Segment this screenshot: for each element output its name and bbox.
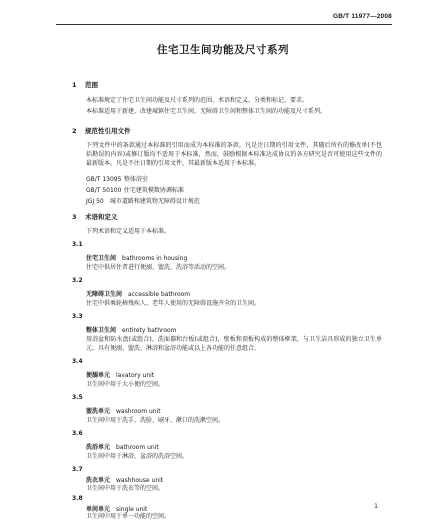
section-2-heading bbox=[72, 126, 131, 135]
term-definition: 卫生间中用于洗手、洗脸、刷牙、漱口的洗漱空间。 bbox=[86, 417, 225, 424]
term-number: 3.1 bbox=[72, 241, 83, 248]
reference-code: GB/T 13095 bbox=[86, 176, 122, 183]
term-definition: 卫生间中用于大小便的空间。 bbox=[86, 381, 165, 388]
term-number: 3.6 bbox=[72, 430, 83, 437]
section-number: 1 bbox=[72, 81, 77, 89]
term-english: entirety bathroom bbox=[122, 327, 177, 334]
term-english: bathroom unit bbox=[116, 444, 159, 451]
reference-item bbox=[86, 196, 200, 205]
term-chinese: 住宅卫生间 bbox=[86, 255, 117, 262]
term-heading bbox=[86, 253, 187, 262]
reference-code: JGJ 50 bbox=[86, 198, 104, 205]
term-english: lavatory unit bbox=[116, 372, 155, 379]
scope-paragraph-2: 本标准适用于新建、改建城镇住宅卫生间、无障碍卫生间和整体卫生间的功能及尺寸系列。 bbox=[86, 108, 327, 115]
term-english: washhouse unit bbox=[116, 477, 164, 484]
term-heading bbox=[86, 325, 177, 334]
term-heading bbox=[86, 370, 154, 379]
term-english: bathrooms in housing bbox=[122, 255, 188, 262]
term-number: 3.8 bbox=[72, 495, 83, 502]
term-definition: 卫生间中用于洗衣等的空间。 bbox=[86, 485, 165, 492]
scope-paragraph-1: 本标准规定了住宅卫生间功能及尺寸系列的范围、术语和定义、分类和标记、要求。 bbox=[86, 97, 309, 104]
section-3-heading bbox=[72, 212, 118, 221]
reference-name: 城市道路和建筑物无障碍设计规范 bbox=[109, 198, 200, 205]
term-definition: 卫生间中用于淋浴、盆浴的洗浴空间。 bbox=[86, 453, 189, 460]
term-definition: 住宅中供居住者进行便溺、盥洗、洗浴等活动的空间。 bbox=[86, 264, 231, 271]
section-number: 2 bbox=[72, 127, 77, 135]
page-number: 1 bbox=[374, 503, 378, 510]
reference-code: GB/T 50100 bbox=[86, 187, 122, 194]
section-title: 规范性引用文件 bbox=[85, 127, 131, 135]
term-chinese: 洗浴单元 bbox=[86, 444, 111, 451]
standard-code: GB/T 11977—2008 bbox=[332, 13, 392, 20]
terms-intro: 下列术语和定义适用于本标准。 bbox=[86, 228, 171, 235]
term-heading bbox=[86, 289, 190, 298]
term-definition: 住宅中供乘轮椅残疾人、老年人使用的无障碍设施齐全的卫生间。 bbox=[86, 300, 261, 307]
term-chinese: 盥洗单元 bbox=[86, 408, 111, 415]
term-definition: 卫生间中用于单一功能的空间。 bbox=[86, 513, 171, 520]
document-title: 住宅卫生间功能及尺寸系列 bbox=[157, 44, 289, 56]
term-chinese: 单间单元 bbox=[86, 506, 111, 513]
reference-name: 住宅建筑模数协调标准 bbox=[123, 187, 184, 194]
term-chinese: 无障碍卫生间 bbox=[86, 291, 123, 298]
term-number: 3.4 bbox=[72, 358, 83, 365]
header-rule bbox=[56, 24, 392, 25]
term-english: single unit bbox=[116, 506, 148, 513]
term-chinese: 洗衣单元 bbox=[86, 477, 111, 484]
term-chinese: 便溺单元 bbox=[86, 372, 111, 379]
term-heading bbox=[86, 442, 159, 451]
term-english: accessible bathroom bbox=[128, 291, 191, 298]
term-definition: 用浴盆和防水盘(或组合)、洗面器和台板(或组合)，壁板和顶板构成的整体框架，与卫生洁具形成的独立卫生单元。具有便溺、盥洗、淋浴和盆浴功能或以上各功能的任意组合。 bbox=[86, 336, 382, 352]
term-heading bbox=[86, 475, 163, 484]
term-number: 3.3 bbox=[72, 313, 83, 320]
term-heading bbox=[86, 406, 161, 415]
term-chinese: 整体卫生间 bbox=[86, 327, 117, 334]
term-number: 3.5 bbox=[72, 394, 83, 401]
term-english: washroom unit bbox=[116, 408, 161, 415]
section-1-heading bbox=[72, 80, 98, 89]
reference-name: 整体浴室 bbox=[123, 176, 148, 183]
reference-item bbox=[86, 185, 184, 194]
normative-paragraph: 下列文件中的条款通过本标准的引用而成为本标准的条款。凡是注日期的引用文件，其随后所有的修改单(不包括勘误的内容)或修订版均不适用于本标准，然而，鼓励根据本标准达成协议的各方研究是否可使用这些文件的最新版本。凡是不注日期的引用文件，其最新版本适用于本标准。 bbox=[86, 142, 382, 167]
term-number: 3.2 bbox=[72, 277, 83, 284]
section-title: 范围 bbox=[85, 81, 98, 89]
term-number: 3.7 bbox=[72, 466, 83, 473]
reference-item bbox=[86, 174, 148, 183]
section-title: 术语和定义 bbox=[85, 213, 118, 221]
section-number: 3 bbox=[72, 213, 77, 221]
